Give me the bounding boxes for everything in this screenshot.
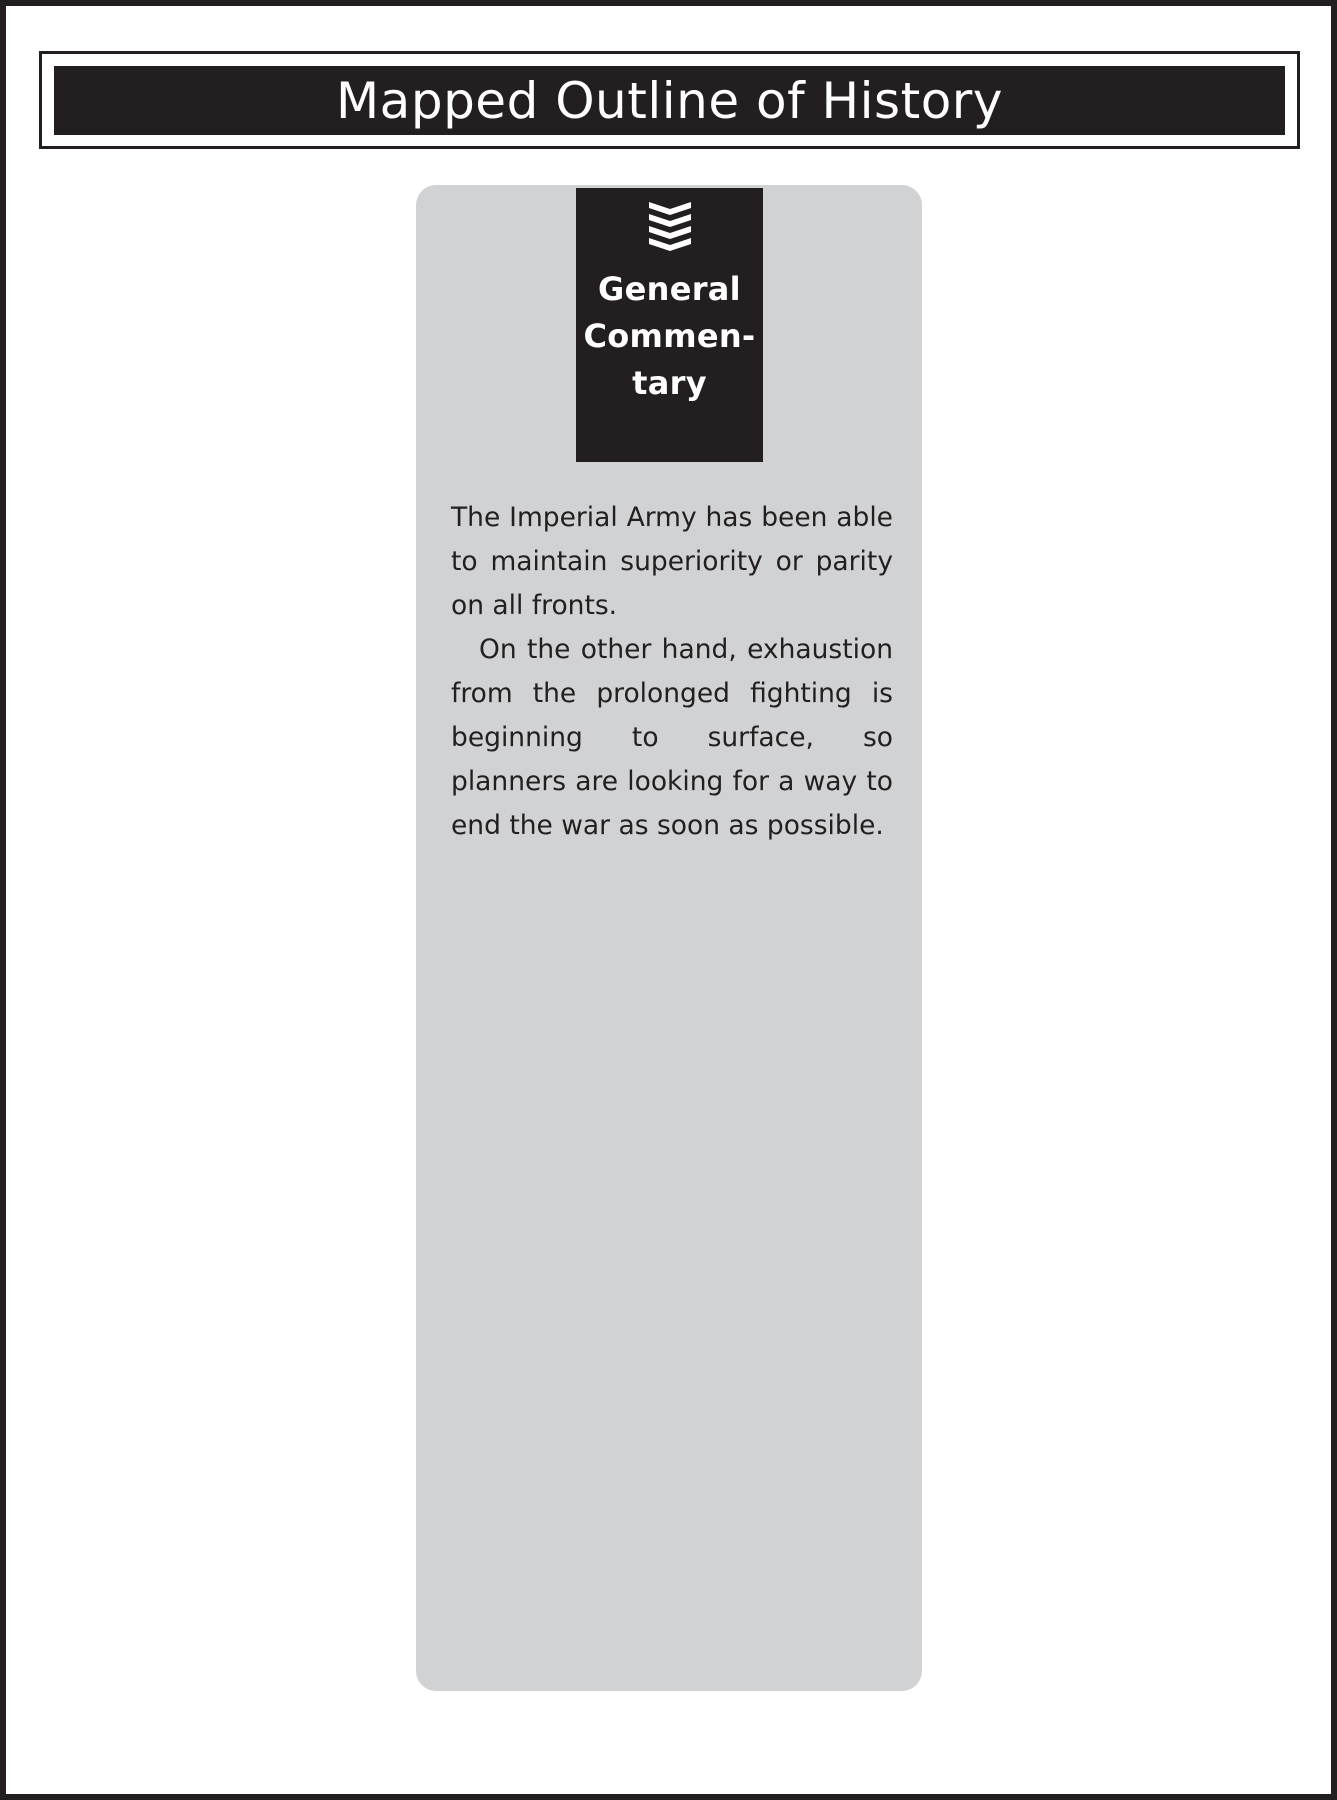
badge-title-line: Commen- <box>583 317 756 355</box>
commentary-badge <box>576 188 763 462</box>
commentary-paragraph: The Imperial Army has been able to maintain superiority or parity on all fronts. <box>451 502 893 621</box>
badge-title-line: General <box>598 270 741 308</box>
commentary-paragraph: On the other hand, exhaustion from the prolonged fighting is beginning to surface, so planners are looking for a way to end the war as soon as possible. <box>451 634 893 841</box>
chevron-stack-icon <box>649 202 691 252</box>
commentary-text <box>451 496 893 848</box>
badge-title-line: tary <box>632 364 707 402</box>
page-title: Mapped Outline of History <box>336 71 1003 130</box>
badge-title <box>583 266 755 407</box>
title-bar <box>54 66 1285 135</box>
